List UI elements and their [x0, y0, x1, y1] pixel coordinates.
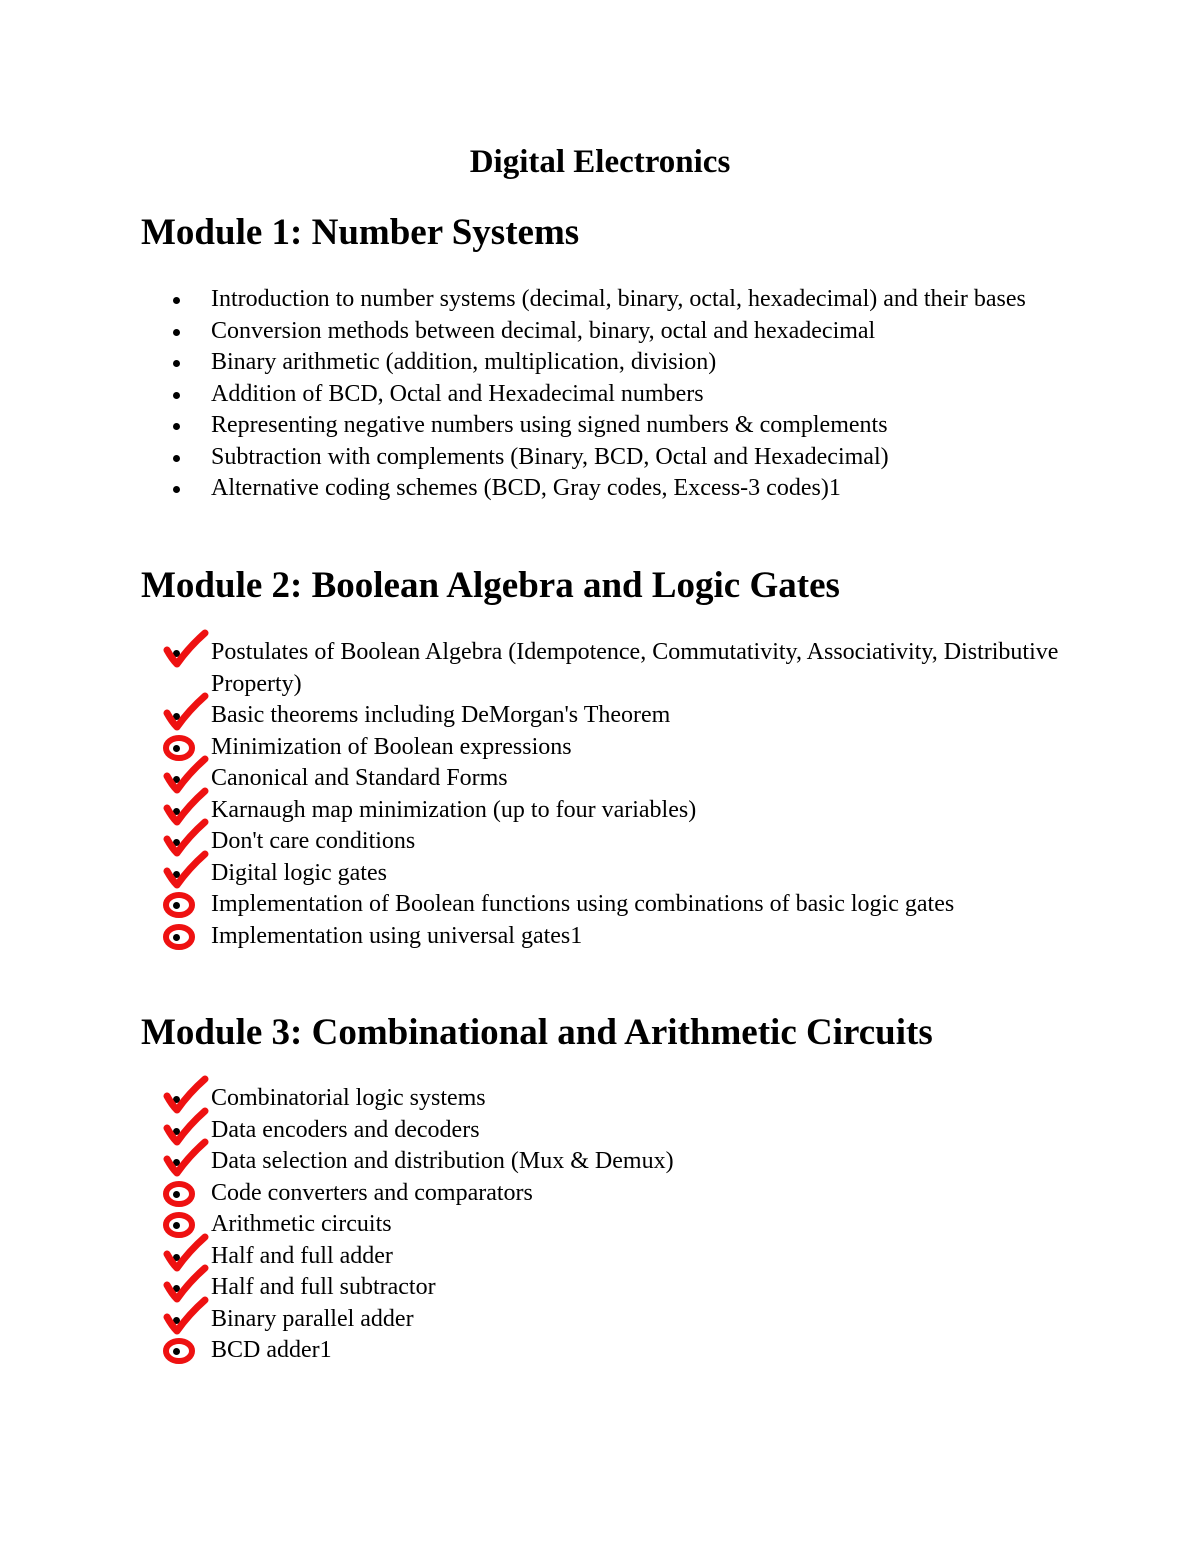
circle-mark-icon — [166, 1215, 192, 1235]
checkmark-icon — [167, 1237, 205, 1268]
list-item-text: Alternative coding schemes (BCD, Gray codes, Excess-3 codes)1 — [211, 475, 841, 501]
checkmark-icon — [167, 1111, 205, 1142]
checkmark-icon — [167, 759, 205, 790]
checkmark-icon — [167, 822, 205, 853]
checkmark-icon — [167, 1079, 205, 1110]
list-item-text: Don't care conditions — [211, 828, 416, 854]
checkmark-icon — [167, 1268, 205, 1299]
list-item-text: Implementation using universal gates1 — [211, 922, 583, 949]
list-item-text: Half and full subtractor — [211, 1274, 436, 1300]
list-item-text: Combinatorial logic systems — [211, 1085, 486, 1111]
list-item-text: BCD adder1 — [211, 1337, 332, 1363]
list-item-text: Postulates of Boolean Algebra (Idempotence, Commutativity, Associativity, Distributive Property) — [211, 639, 1059, 697]
list-item-text: Code converters and comparators — [211, 1179, 533, 1206]
checkmark-icon — [167, 1300, 205, 1331]
checkmark-icon — [167, 791, 205, 822]
module-2-heading: Module 2: Boolean Algebra and Logic Gates — [141, 565, 840, 606]
list-item-text: Data encoders and decoders — [211, 1116, 480, 1143]
list-item-text: Data selection and distribution (Mux & Demux) — [211, 1148, 674, 1174]
circle-mark-icon — [166, 738, 192, 758]
list-item-text: Digital logic gates — [211, 859, 387, 886]
list-item-text: Representing negative numbers using signed numbers & complements — [211, 412, 888, 438]
checkmark-icon — [167, 1142, 205, 1173]
module-1-heading: Module 1: Number Systems — [141, 212, 580, 253]
list-item-text: Minimization of Boolean expressions — [211, 733, 572, 760]
circle-mark-icon — [166, 895, 192, 915]
list-item-text: Implementation of Boolean functions using combinations of basic logic gates — [211, 891, 955, 917]
checkmark-icon — [167, 854, 205, 885]
list-item-text: Binary arithmetic (addition, multiplication, division) — [211, 349, 717, 375]
list-item-text: Subtraction with complements (Binary, BCD, Octal and Hexadecimal) — [211, 443, 889, 470]
list-item-text: Binary parallel adder — [211, 1305, 414, 1332]
list-item-text: Canonical and Standard Forms — [211, 765, 508, 791]
circle-mark-icon — [166, 1341, 192, 1361]
list-item-text: Karnaugh map minimization (up to four variables) — [211, 796, 697, 823]
list-item-text: Introduction to number systems (decimal, binary, octal, hexadecimal) and their bases — [211, 286, 1026, 312]
module-3-heading: Module 3: Combinational and Arithmetic Circuits — [141, 1012, 933, 1053]
list-item-text: Arithmetic circuits — [211, 1211, 392, 1237]
checkmark-icon — [167, 696, 205, 727]
list-item-text: Addition of BCD, Octal and Hexadecimal numbers — [211, 380, 704, 407]
checkmark-icon — [167, 633, 205, 664]
circle-mark-icon — [166, 1184, 192, 1204]
list-item-text: Half and full adder — [211, 1242, 393, 1269]
document-title: Digital Electronics — [469, 144, 731, 180]
circle-mark-icon — [166, 927, 192, 947]
list-item-text: Basic theorems including DeMorgan's Theorem — [211, 702, 671, 728]
list-item-text: Conversion methods between decimal, binary, octal and hexadecimal — [211, 317, 876, 344]
